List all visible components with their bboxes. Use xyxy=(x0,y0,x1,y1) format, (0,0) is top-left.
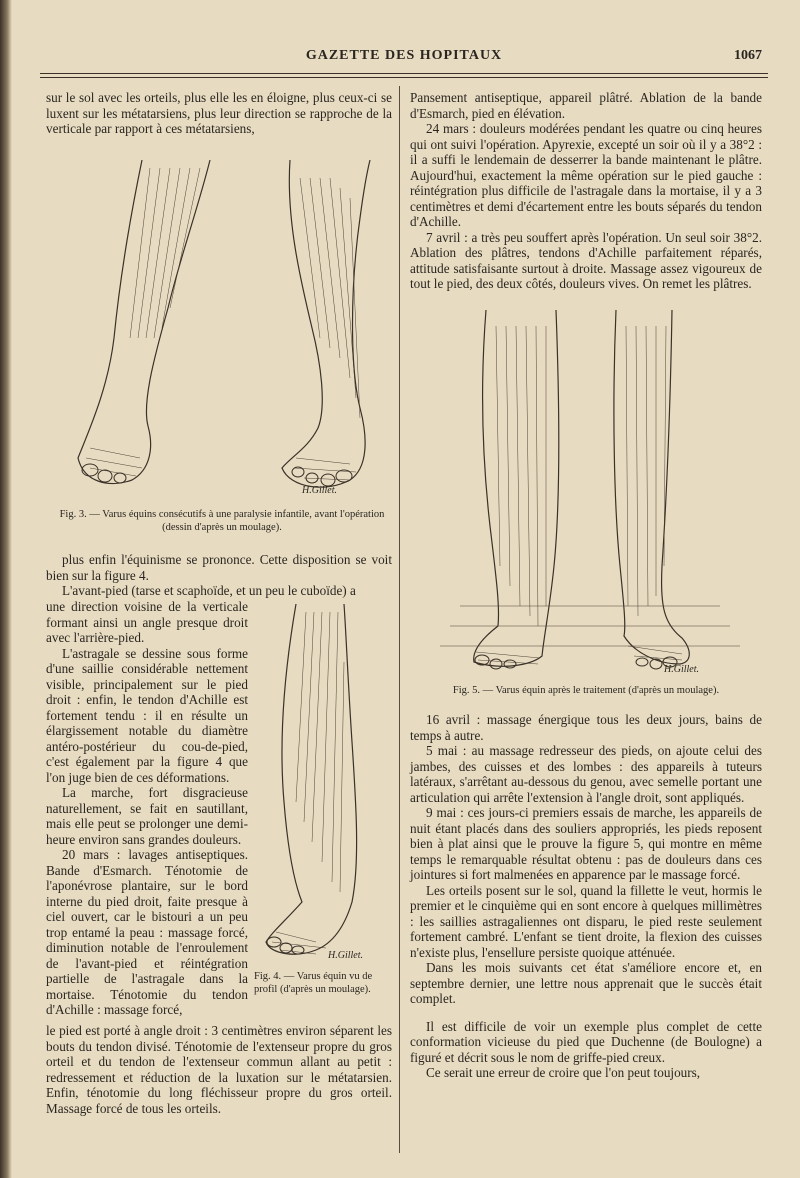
header-rule-bottom xyxy=(40,77,768,78)
column-divider xyxy=(399,86,400,1153)
fig3-caption: Fig. 3. — Varus équins consécutifs à une paralysie infantile, avant l'opération (dessin d'après un moulage). xyxy=(59,509,385,533)
paragraph: 16 avril : massage énergique tous les deux jours, bains de temps à autre. xyxy=(410,712,762,743)
page-number: 1067 xyxy=(734,48,762,63)
page-header xyxy=(40,48,768,68)
paragraph: 5 mai : au massage redresseur des pieds, on ajoute celui des jambes, des cuisses et des lombes : des appareils à tuteurs latéraux, s'arrêtant au-dessous du genou, avec semelle portant une articulation qui arrête l'extension à l'angle droit, sont appliqués. xyxy=(410,743,762,805)
paragraph: une direction voisine de la verticale formant ainsi un angle presque droit avec l'arrière-pied. xyxy=(46,599,248,645)
paragraph: Les orteils posent sur le sol, quand la fillette le veut, hormis le premier et le cinquième qui en sont encore à quelques millimètres : les saillies astragaliennes ont disparu, le pied reste seulement fortement cambré. L'enfant se tient droite, la flexion des cuisses n'existe plus, l'ensellure persiste quoique atténuée. xyxy=(410,882,762,960)
fig3-signature: H.Gillet. xyxy=(302,485,337,496)
paragraph: le pied est porté à angle droit : 3 centimètres environ séparent les bouts du tendon divisé. Ténotomie de l'extenseur propre du gros orteil et du tendon de l'extenseur commun allant au petit : redressement et réduction de la luxation sur le métatarsien. Enfin, ténotomie du long fléchisseur propre du gros orteil. Massage forcé de tous les orteils. xyxy=(46,1023,392,1116)
paragraph: 9 mai : ces jours-ci premiers essais de marche, les appareils de nuit étant placés dans des souliers appropriés, les pieds reposent bien à plat ainsi que le prouve la figure 5, qui montre en même temps le remarquable résultat obtenu : pas de douleurs dans ces jointures si fort malmenées en apparence par le massage forcé. xyxy=(410,805,762,882)
page-binding-edge xyxy=(0,0,12,1178)
header-rule-top xyxy=(40,73,768,74)
paragraph: sur le sol avec les orteils, plus elle les en éloigne, plus ceux-ci se luxent sur les métatarsiens, plus leur direction se rapproche de la verticale par rapport à ces métatarsiens, xyxy=(46,90,392,136)
fig5-caption: Fig. 5. — Varus équin après le traitement (d'après un moulage). xyxy=(452,685,720,696)
right-column-top-text xyxy=(410,90,762,292)
fig4-signature: H.Gillet. xyxy=(328,950,363,961)
paragraph: Dans les mois suivants cet état s'améliore encore et, en septembre dernier, une lettre nous apprenait que le succès était complet. xyxy=(410,960,762,1006)
figure-3-drawing xyxy=(50,158,394,498)
journal-title: GAZETTE DES HOPITAUX xyxy=(305,48,503,63)
left-column-mid-text xyxy=(46,552,392,599)
paragraph: plus enfin l'équinisme se prononce. Cette disposition se voit bien sur la figure 4. xyxy=(46,552,392,583)
left-column-top-text xyxy=(46,90,392,137)
paragraph: L'avant-pied (tarse et scaphoïde, et un peu le cuboïde) a xyxy=(62,583,356,598)
left-column-bottom-text xyxy=(46,1023,392,1116)
paragraph: Ce serait une erreur de croire que l'on peut toujours, xyxy=(426,1065,701,1080)
paragraph: L'astragale se dessine sous forme d'une saillie considérable nettement visible, principalement sur le pied droit : enfin, le tendon d'Achille est fortement tendu : il en résulte un élargissement notable du diamètre antéro-postérieur du cou-de-pied, c'est également par la figure 4 que l'on juge bien de ces déformations. xyxy=(46,645,248,785)
figure-4-drawing xyxy=(256,602,392,964)
paragraph: La marche, fort disgracieuse naturellement, se fait en sautillant, mais elle peut se prolonger une demi-heure environ sans grandes douleurs. xyxy=(46,785,248,847)
paragraph: 24 mars : douleurs modérées pendant les quatre ou cinq heures qui ont suivi l'opération. Apyrexie, excepté un soir où il y a 38°2 : il a suffi le lendemain de desserrer la bande maintenant le plâtre. Aujourd'hui, exactement la même opération sur le pied gauche : réintégration plus difficile de l'astragale dans la mortaise, il y a 3 centimètres et demi d'écartement entre les bouts séparés du tendon d'Achille. xyxy=(410,121,762,229)
figure-5-drawing xyxy=(420,306,756,676)
paragraph: 20 mars : lavages antiseptiques. Bande d'Esmarch. Ténotomie de l'aponévrose plantaire, sur le bord interne du pied droit, faite presque à ciel ouvert, car le bistouri a un peu trop entamé la peau : massage forcé, diminution notable de l'enroulement de l'avant-pied et réintégration partielle de l'astragale dans la mortaise. Ténotomie du tendon d'Achille : massage forcé, xyxy=(46,847,248,1017)
right-column-bottom-text xyxy=(410,712,762,1081)
paragraph: Pansement antiseptique, appareil plâtré. Ablation de la bande d'Esmarch, pied en élévation. xyxy=(410,90,762,121)
left-column-narrow-text xyxy=(46,599,248,1018)
fig4-caption: Fig. 4. — Varus équin vu de profil (d'après un moulage). xyxy=(254,971,373,995)
paragraph: Il est difficile de voir un exemple plus complet de cette conformation vicieuse du pied que Duchenne (de Boulogne) a figuré et décrit sous le nom de griffe-pied creux. xyxy=(410,1018,762,1065)
fig5-signature: H.Gillet. xyxy=(664,664,699,675)
paragraph: 7 avril : a très peu souffert après l'opération. Un seul soir 38°2. Ablation des plâtres, tendons d'Achille parfaitement réparés, attitude satisfaisante surtout à droite. Massage assez vigoureux de tout le pied, des deux côtés, douleurs vives. On remet les plâtres. xyxy=(410,229,762,291)
